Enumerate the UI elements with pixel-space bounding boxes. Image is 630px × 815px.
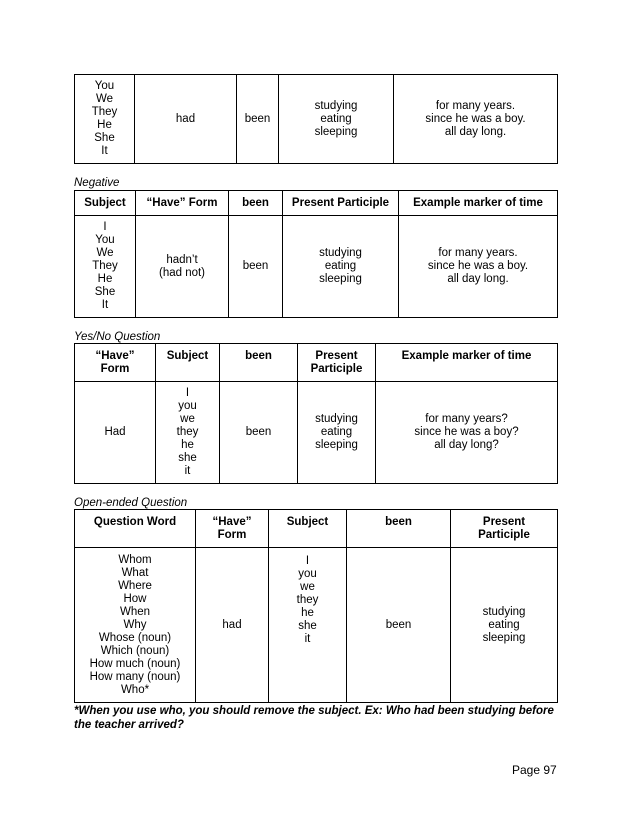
cell-line: It: [101, 145, 108, 157]
cell-line: he: [301, 607, 314, 619]
header-line: Present: [482, 515, 526, 528]
header-have-form: [75, 344, 156, 382]
cell-line: hadn’t: [166, 253, 198, 266]
cell-line: I: [305, 555, 310, 567]
header-subject: Subject: [269, 510, 347, 548]
cell-line: for many years.: [438, 247, 518, 259]
cell-line: Whom: [118, 553, 152, 566]
header-present-participle: Present Participle: [283, 191, 399, 216]
cell-line: studying: [482, 605, 526, 618]
cell-line: Which (noun): [100, 644, 170, 657]
subject-cell: [269, 548, 347, 703]
cell-line: eating: [488, 618, 520, 631]
header-question-word: Question Word: [75, 510, 196, 548]
time-marker-cell: [394, 75, 558, 164]
cell-line: we: [300, 581, 315, 593]
time-marker-cell: [399, 216, 558, 318]
header-have-form: [196, 510, 269, 548]
cell-line: eating: [324, 260, 357, 272]
participle-cell: [451, 548, 558, 703]
cell-line: He: [97, 119, 112, 131]
been-cell: been: [220, 382, 298, 484]
negative-table: [74, 190, 558, 318]
cell-line: sleeping: [314, 125, 358, 138]
cell-line: it: [304, 633, 311, 645]
have-form-cell: [136, 216, 229, 318]
header-line: Participle: [478, 528, 530, 541]
cell-line: She: [94, 286, 116, 298]
header-been: been: [220, 344, 298, 382]
cell-line: she: [178, 452, 197, 464]
cell-line: How: [123, 592, 147, 605]
question-word-cell: [75, 548, 196, 703]
header-present-participle: [298, 344, 376, 382]
cell-line: I: [185, 387, 190, 399]
time-marker-cell: [376, 382, 558, 484]
header-subject: Subject: [156, 344, 220, 382]
cell-line: I: [103, 221, 107, 233]
header-line: Form: [100, 362, 130, 375]
header-have-form: “Have” Form: [136, 191, 229, 216]
have-form-cell: had: [196, 548, 269, 703]
been-cell: been: [237, 75, 279, 164]
cell-line: They: [92, 260, 118, 272]
cell-line: They: [91, 106, 118, 118]
header-subject: Subject: [75, 191, 136, 216]
subject-cell: [75, 216, 136, 318]
cell-line: (had not): [158, 266, 206, 279]
cell-line: Who*: [120, 683, 150, 696]
header-line: Present: [315, 349, 358, 362]
participle-cell: [298, 382, 376, 484]
cell-line: all day long?: [434, 439, 499, 451]
header-time-marker: Example marker of time: [376, 344, 558, 382]
been-cell: been: [347, 548, 451, 703]
header-line: “Have”: [212, 515, 252, 528]
cell-line: since he was a boy?: [414, 426, 519, 438]
been-cell: been: [229, 216, 283, 318]
header-line: Participle: [310, 362, 363, 375]
page-number: Page 97: [512, 763, 557, 777]
negative-caption: Negative: [74, 177, 120, 189]
cell-line: for many years.: [435, 99, 516, 112]
cell-line: for many years?: [425, 413, 508, 425]
cell-line: We: [95, 93, 114, 105]
affirmative-table: [74, 74, 558, 164]
cell-line: You: [94, 80, 115, 92]
open-question-table: [74, 509, 558, 703]
cell-line: you: [298, 568, 317, 580]
header-been: been: [229, 191, 283, 216]
header-present-participle: [451, 510, 558, 548]
cell-line: What: [121, 566, 149, 579]
cell-line: they: [176, 426, 199, 438]
cell-line: sleeping: [319, 273, 362, 285]
cell-line: it: [184, 465, 191, 477]
cell-line: Why: [123, 618, 147, 631]
cell-line: studying: [319, 247, 362, 259]
cell-line: Whose (noun): [98, 631, 172, 644]
cell-line: How much (noun): [89, 657, 181, 670]
cell-line: It: [101, 299, 109, 311]
cell-line: We: [96, 247, 114, 259]
yesno-caption: Yes/No Question: [74, 331, 161, 343]
cell-line: since he was a boy.: [425, 112, 526, 125]
cell-line: studying: [314, 99, 358, 112]
participle-cell: [279, 75, 394, 164]
cell-line: sleeping: [315, 439, 358, 451]
subject-cell: [156, 382, 220, 484]
have-form-cell: Had: [75, 382, 156, 484]
participle-cell: [283, 216, 399, 318]
cell-line: all day long.: [444, 125, 507, 138]
footnote: *When you use who, you should remove the subject. Ex: Who had been studying before the teacher arrived?: [74, 705, 554, 731]
open-caption: Open-ended Question: [74, 497, 188, 509]
cell-line: you: [178, 400, 197, 412]
cell-line: we: [180, 413, 195, 425]
cell-line: studying: [315, 413, 358, 425]
cell-line: How many (noun): [89, 670, 181, 683]
cell-line: they: [296, 594, 319, 606]
cell-line: Where: [118, 579, 152, 592]
cell-line: You: [95, 234, 115, 246]
cell-line: She: [94, 132, 115, 144]
header-been: been: [347, 510, 451, 548]
cell-line: eating: [320, 426, 353, 438]
cell-line: eating: [320, 112, 352, 125]
header-line: Form: [217, 528, 247, 541]
cell-line: he: [181, 439, 194, 451]
cell-line: When: [119, 605, 151, 618]
have-form-cell: had: [135, 75, 237, 164]
cell-line: He: [97, 273, 113, 285]
cell-line: since he was a boy.: [427, 260, 529, 272]
yesno-table: [74, 343, 558, 484]
cell-line: she: [298, 620, 317, 632]
subject-cell: [75, 75, 135, 164]
cell-line: all day long.: [447, 273, 509, 285]
cell-line: sleeping: [482, 631, 526, 644]
header-line: “Have”: [95, 349, 135, 362]
header-time-marker: Example marker of time: [399, 191, 558, 216]
